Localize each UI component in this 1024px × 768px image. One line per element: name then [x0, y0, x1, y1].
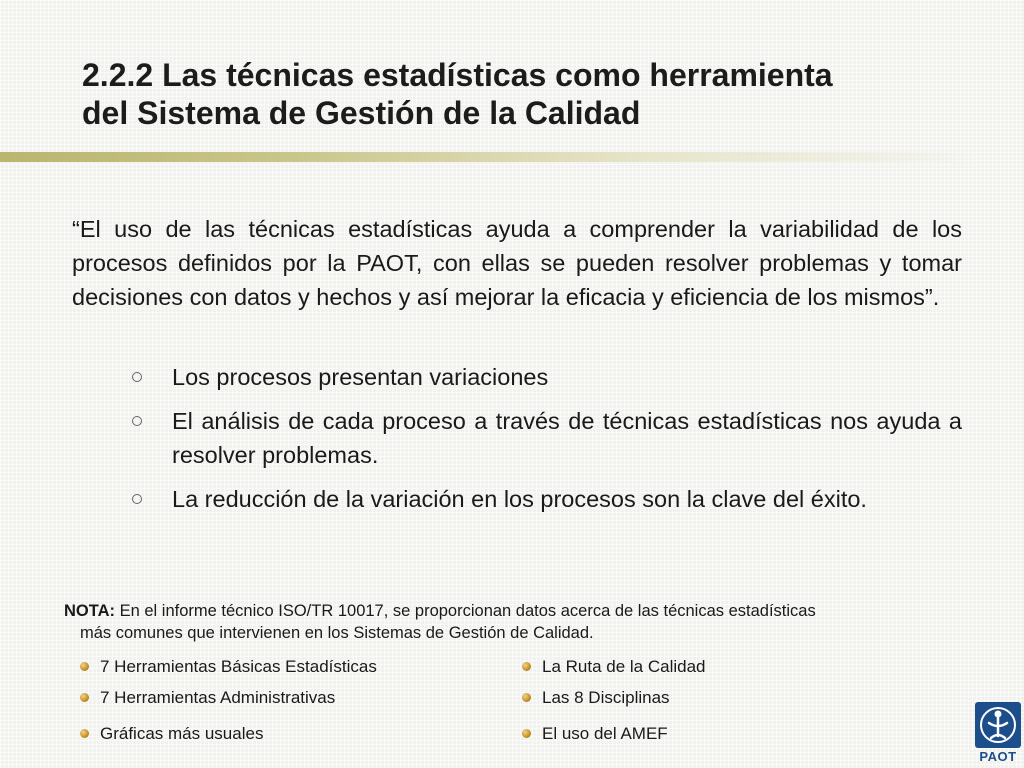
hollow-circle-bullet-icon	[132, 494, 142, 504]
hollow-circle-bullet-icon	[132, 372, 142, 382]
title-underline-bar	[0, 152, 976, 162]
link-graficas-usuales[interactable]	[80, 723, 263, 745]
note-text-line-1: En el informe técnico ISO/TR 10017, se proporcionan datos acerca de las técnicas estadísticas	[115, 602, 816, 620]
note-paragraph	[64, 600, 984, 644]
paot-logo	[975, 702, 1021, 766]
link-uso-amef[interactable]	[522, 723, 668, 745]
gold-bullet-icon	[80, 693, 89, 702]
gold-bullet-icon	[80, 662, 89, 671]
link-label: Gráficas más usuales	[100, 724, 264, 743]
logo-text: PAOT	[979, 749, 1017, 764]
bullet-item	[126, 360, 962, 394]
hollow-circle-bullet-icon	[132, 416, 142, 426]
bullet-text: Los procesos presentan variaciones	[172, 364, 549, 390]
gold-bullet-icon	[522, 729, 531, 738]
quote-paragraph: “El uso de las técnicas estadísticas ayuda a comprender la variabilidad de los procesos definidos por la PAOT, con ellas se pueden resolver problemas y tomar decisiones con datos y hechos y así mejorar la eficacia y eficiencia de los mismos”.	[72, 216, 962, 310]
link-herramientas-administrativas[interactable]	[80, 687, 335, 709]
link-ruta-calidad[interactable]	[522, 656, 706, 678]
link-label: Las 8 Disciplinas	[542, 688, 670, 707]
link-herramientas-basicas[interactable]	[80, 656, 377, 678]
gold-bullet-icon	[522, 662, 531, 671]
gold-bullet-icon	[522, 693, 531, 702]
note-text-line-2: más comunes que intervienen en los Sistemas de Gestión de Calidad.	[80, 624, 594, 642]
bullet-list	[126, 360, 962, 526]
bullet-text: La reducción de la variación en los procesos son la clave del éxito.	[172, 486, 867, 512]
link-label: 7 Herramientas Básicas Estadísticas	[100, 657, 377, 676]
slide-title-line-1: 2.2.2 Las técnicas estadísticas como herramienta	[82, 57, 833, 93]
link-label: El uso del AMEF	[542, 724, 668, 743]
link-label: La Ruta de la Calidad	[542, 657, 706, 676]
paot-emblem-icon	[975, 702, 1021, 748]
gold-bullet-icon	[80, 729, 89, 738]
slide-title-line-2: del Sistema de Gestión de la Calidad	[82, 95, 641, 131]
bullet-text: El análisis de cada proceso a través de técnicas estadísticas nos ayuda a resolver problemas.	[172, 408, 962, 468]
link-8-disciplinas[interactable]	[522, 687, 670, 709]
slide-title	[82, 56, 982, 132]
note-label: NOTA:	[64, 602, 116, 620]
bullet-item	[126, 482, 962, 516]
bullet-item	[126, 404, 962, 472]
link-label: 7 Herramientas Administrativas	[100, 688, 336, 707]
